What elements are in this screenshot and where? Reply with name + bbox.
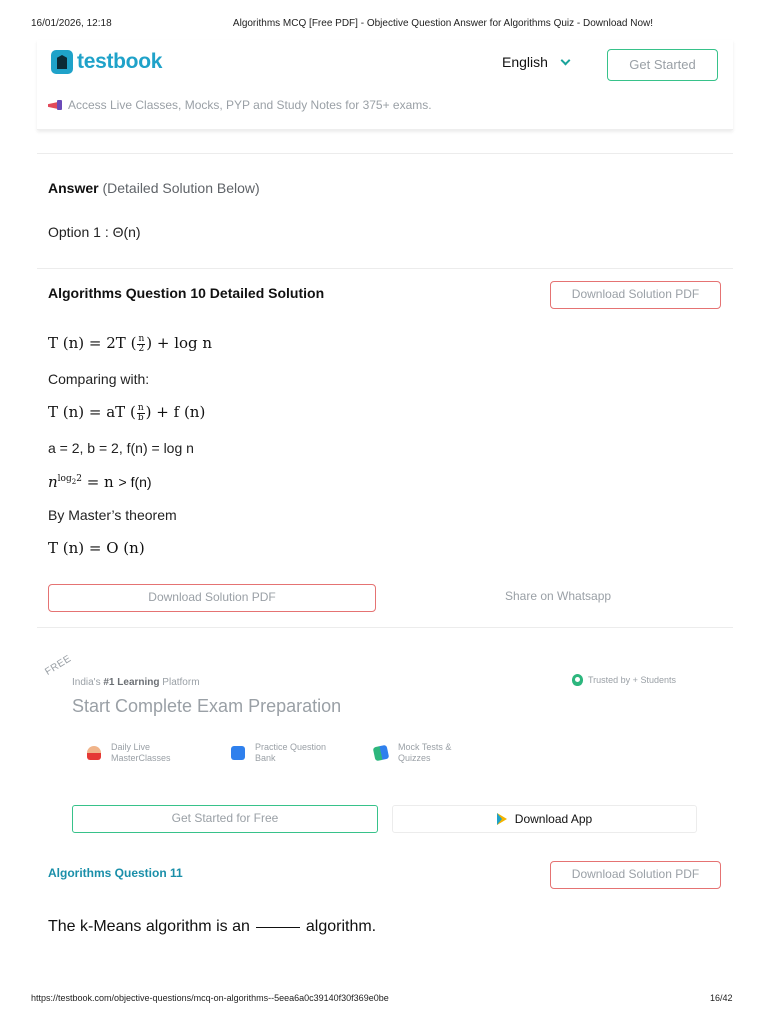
answer-option: Option 1 : Θ(n): [48, 224, 141, 240]
print-datetime: 16/01/2026, 12:18: [31, 18, 112, 29]
answer-blank: [256, 927, 300, 928]
equation-comparison: $n^{log_22} = n > f(n)$: [48, 473, 152, 491]
download-app-button[interactable]: Download App: [392, 805, 697, 833]
live-class-icon: [87, 746, 101, 760]
equation-general-form: T (n) = aT ( $\frac{n}{b}$ ) + f (n): [48, 402, 206, 423]
feature-live-classes: Daily Live MasterClasses: [87, 742, 171, 764]
chevron-down-icon: [560, 56, 570, 66]
question-bank-icon: [231, 746, 245, 760]
language-selector[interactable]: [502, 54, 569, 70]
theorem-text: By Master’s theorem: [48, 507, 177, 523]
equation-recurrence: T (n) = 2T ( $\frac{n}{2}$ ) + log n: [48, 333, 213, 354]
feature-question-bank: Practice Question Bank: [231, 742, 326, 764]
question-11-title[interactable]: Algorithms Question 11: [48, 866, 183, 880]
question-11-text: The k-Means algorithm is an algorithm.: [48, 918, 377, 935]
shield-check-icon: [572, 674, 583, 686]
feature-mock-tests: Mock Tests & Quizzes: [374, 742, 451, 764]
divider: [37, 627, 733, 628]
print-page-number: 16/42: [710, 993, 733, 1003]
print-header: [0, 18, 768, 32]
share-whatsapp-link[interactable]: Share on Whatsapp: [505, 589, 612, 603]
answer-sublabel: (Detailed Solution Below): [102, 180, 260, 196]
mock-test-icon: [373, 745, 390, 762]
divider: [37, 153, 733, 154]
site-header: [37, 40, 733, 130]
print-page-title: Algorithms MCQ [Free PDF] - Objective Question Answer for Algorithms Quiz - Download Now!: [232, 18, 654, 29]
comparing-text: Comparing with:: [48, 371, 150, 387]
solution-title: Algorithms Question 10 Detailed Solution: [48, 285, 325, 301]
download-solution-pdf-bottom-button[interactable]: Download Solution PDF: [48, 584, 376, 612]
download-solution-pdf-button[interactable]: Download Solution PDF: [550, 281, 721, 309]
free-tag: FREE: [43, 653, 74, 678]
trusted-badge: Trusted by + Students: [572, 674, 676, 686]
promo-text: Access Live Classes, Mocks, PYP and Study Notes for 375+ exams.: [68, 98, 432, 112]
language-label: English: [502, 54, 548, 70]
prep-title: Start Complete Exam Preparation: [72, 696, 342, 716]
promo-banner[interactable]: [48, 98, 432, 112]
print-url: https://testbook.com/objective-questions/mcq-on-algorithms--5eea6a0c39140f30f369e0be: [31, 993, 389, 1003]
testbook-logo-icon: [51, 50, 73, 74]
platform-tagline: India's #1 Learning Platform: [72, 677, 200, 688]
parameters-text: a = 2, b = 2, f(n) = log n: [48, 440, 194, 456]
answer-label: Answer: [48, 180, 99, 196]
google-play-icon: [497, 813, 507, 825]
divider: [37, 268, 733, 269]
get-started-button[interactable]: Get Started: [607, 49, 718, 81]
answer-heading: [48, 180, 260, 196]
logo-text: testbook: [77, 50, 163, 73]
equation-result: T (n) = O (n): [48, 539, 145, 557]
download-solution-pdf-q11-button[interactable]: Download Solution PDF: [550, 861, 721, 889]
megaphone-icon: [48, 100, 62, 110]
get-started-free-button[interactable]: Get Started for Free: [72, 805, 378, 833]
testbook-logo[interactable]: [51, 50, 162, 74]
